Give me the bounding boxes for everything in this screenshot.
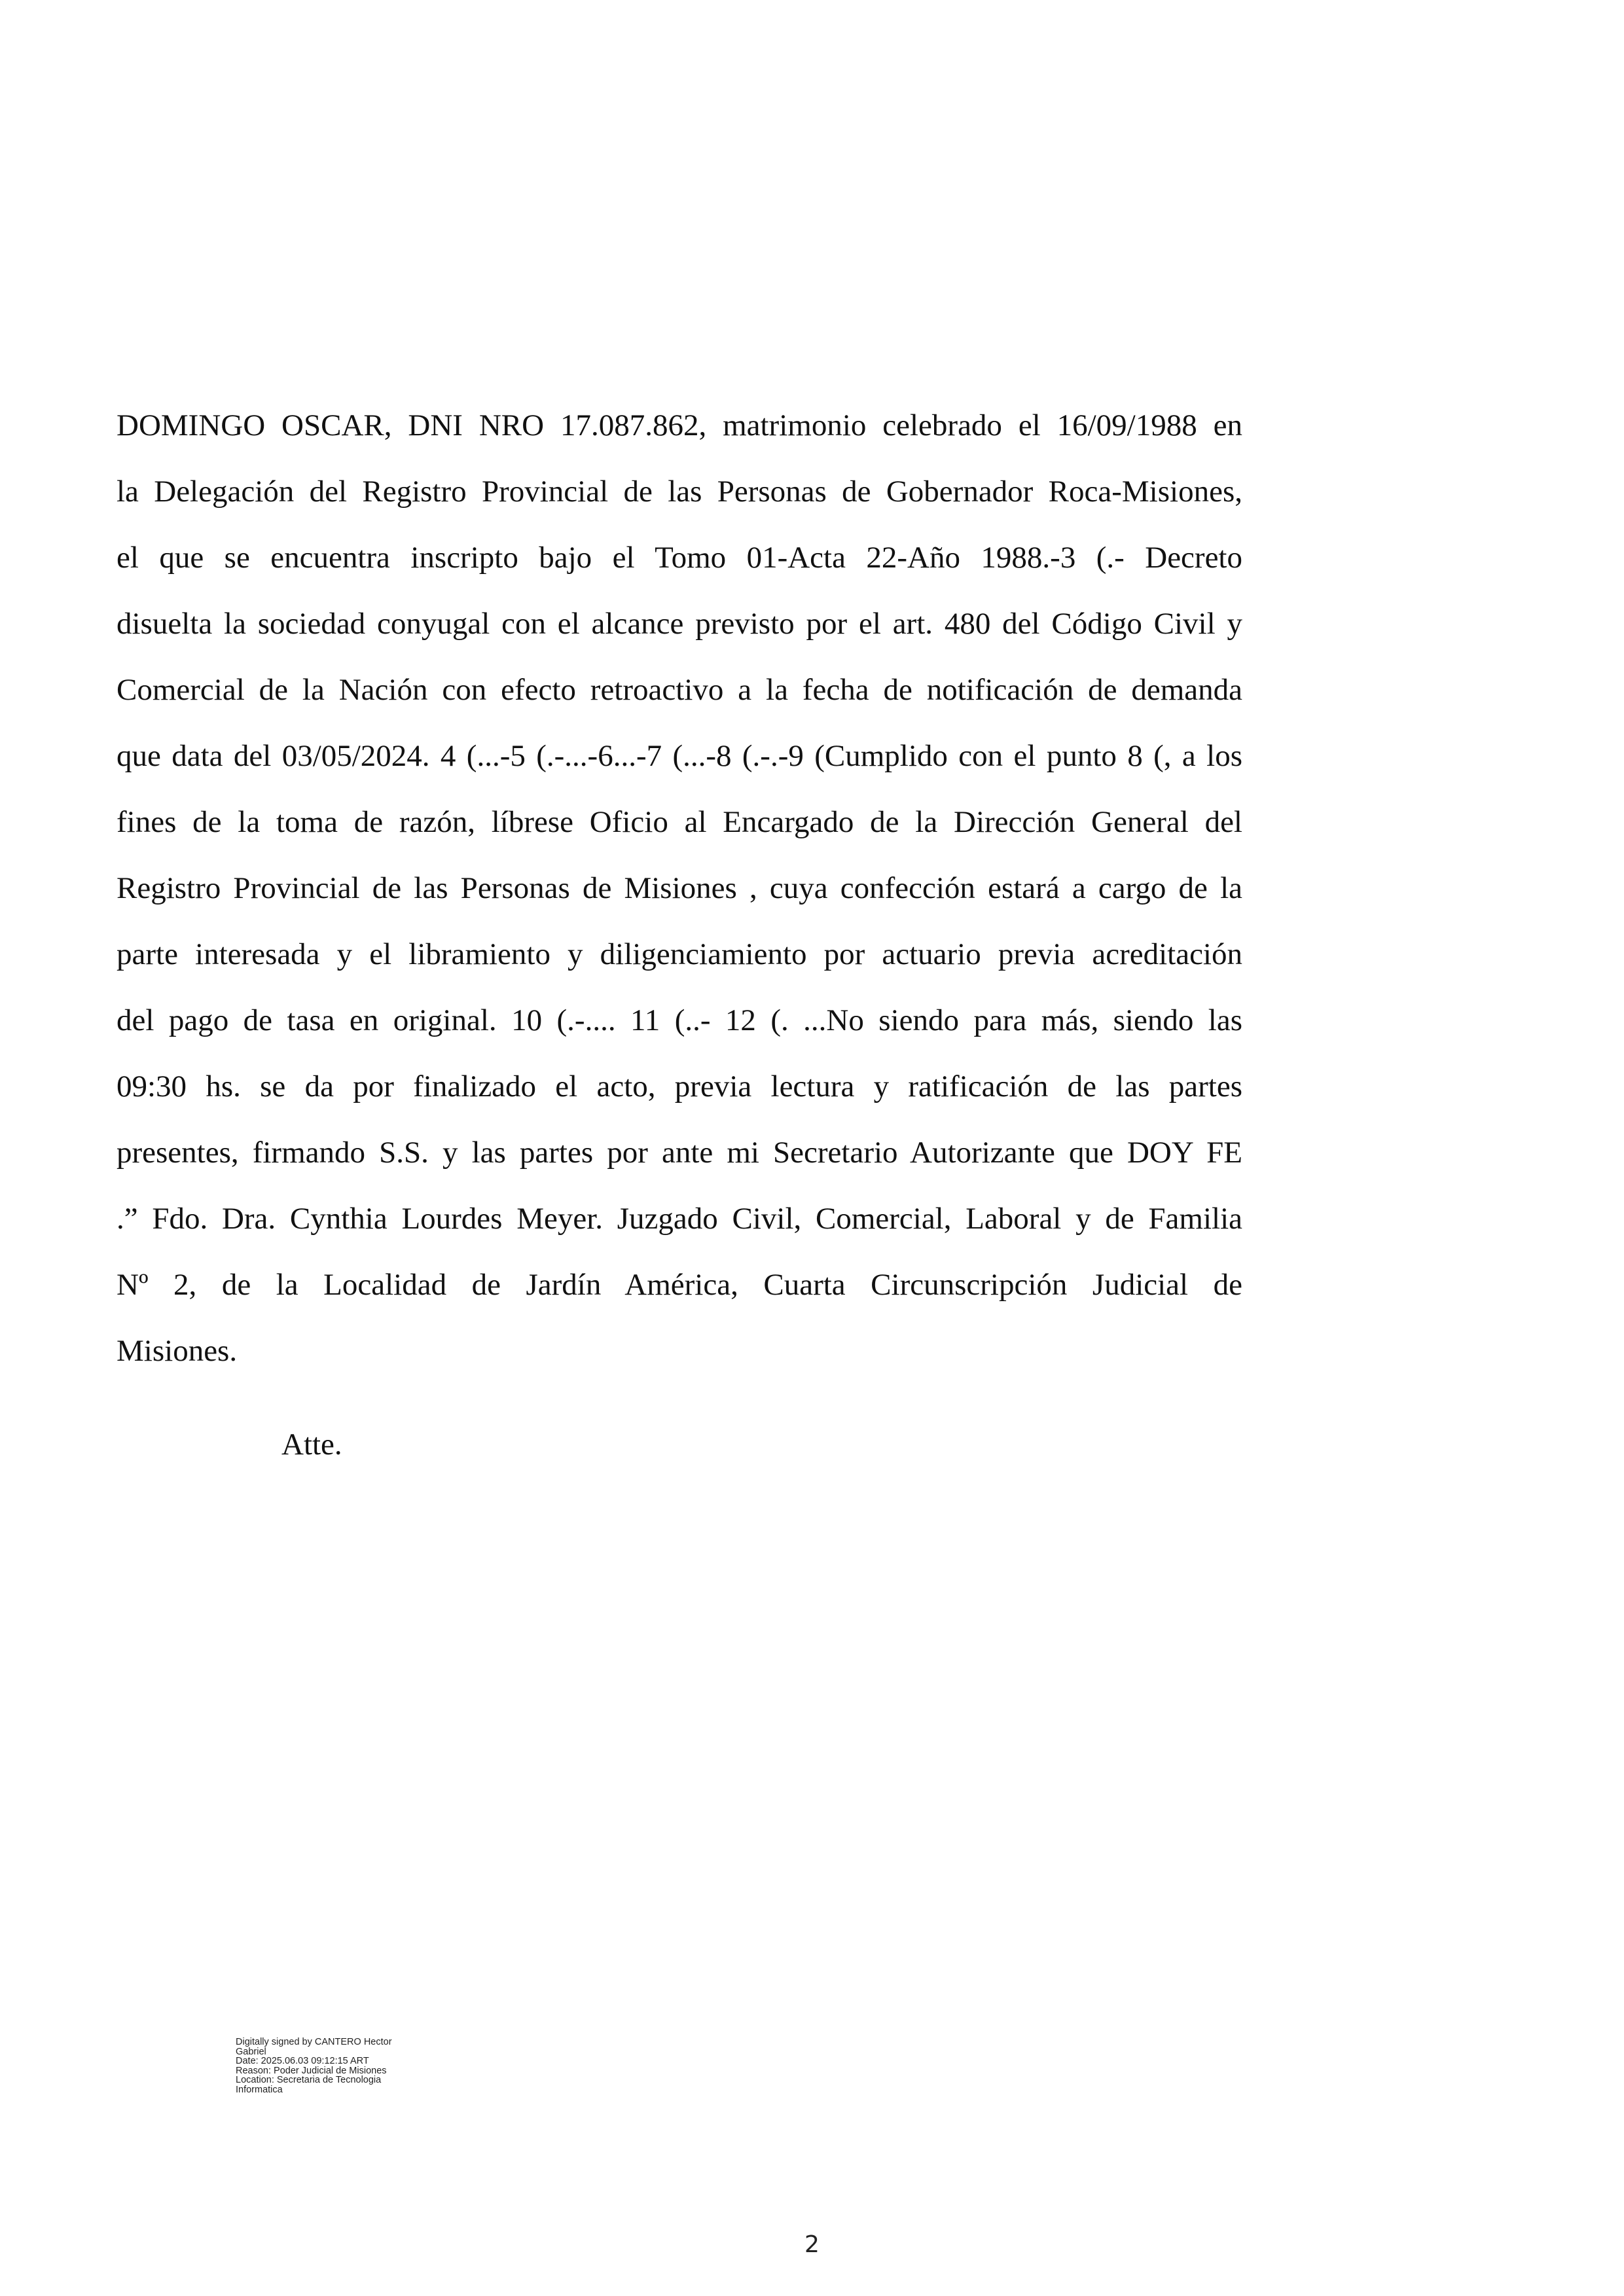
body-line: la Delegación del Registro Provincial de las Personas de Gobernador Roca-Misiones, xyxy=(117,475,1242,509)
body-line: que data del 03/05/2024. 4 (...-5 (.-...-6...-7 (...-8 (.-.-9 (Cumplido con el punto 8 (, a los xyxy=(117,739,1242,773)
signature-line: Date: 2025.06.03 09:12:15 ART xyxy=(236,2056,369,2066)
body-line: fines de la toma de razón, líbrese Oficio al Encargado de la Dirección General del xyxy=(117,805,1242,839)
body-line: .” Fdo. Dra. Cynthia Lourdes Meyer. Juzgado Civil, Comercial, Laboral y de Familia xyxy=(117,1202,1242,1236)
signature-line: Informatica xyxy=(236,2084,283,2095)
body-line: Misiones. xyxy=(117,1334,238,1368)
page-number: 2 xyxy=(804,2231,820,2258)
body-line: presentes, firmando S.S. y las partes por ante mi Secretario Autorizante que DOY FE xyxy=(117,1136,1242,1170)
body-line: parte interesada y el libramiento y diligenciamiento por actuario previa acreditación xyxy=(117,937,1242,971)
signature-line: Location: Secretaria de Tecnologia xyxy=(236,2075,382,2085)
body-paragraph xyxy=(117,393,1242,1384)
body-line: el que se encuentra inscripto bajo el Tomo 01-Acta 22-Año 1988.-3 (.- Decreto xyxy=(117,541,1242,575)
signature-line: Digitally signed by CANTERO Hector xyxy=(236,2037,392,2047)
signature-line: Reason: Poder Judicial de Misiones xyxy=(236,2065,387,2076)
body-line: 09:30 hs. se da por finalizado el acto, previa lectura y ratificación de las partes xyxy=(117,1069,1242,1103)
body-line: Registro Provincial de las Personas de Misiones , cuya confección estará a cargo de la xyxy=(117,871,1242,905)
body-line: Comercial de la Nación con efecto retroactivo a la fecha de notificación de demanda xyxy=(117,673,1242,707)
body-line: del pago de tasa en original. 10 (.-.... 11 (..- 12 (. ...No siendo para más, siendo las xyxy=(117,1003,1242,1037)
closing-salutation: Atte. xyxy=(281,1427,342,1462)
signature-line: Gabriel xyxy=(236,2046,266,2057)
body-line: DOMINGO OSCAR, DNI NRO 17.087.862, matrimonio celebrado el 16/09/1988 en xyxy=(117,408,1242,442)
body-line: Nº 2, de la Localidad de Jardín América, Cuarta Circunscripción Judicial de xyxy=(117,1268,1242,1302)
body-line: disuelta la sociedad conyugal con el alcance previsto por el art. 480 del Código Civil y xyxy=(117,607,1242,641)
digital-signature-block xyxy=(236,2037,432,2094)
